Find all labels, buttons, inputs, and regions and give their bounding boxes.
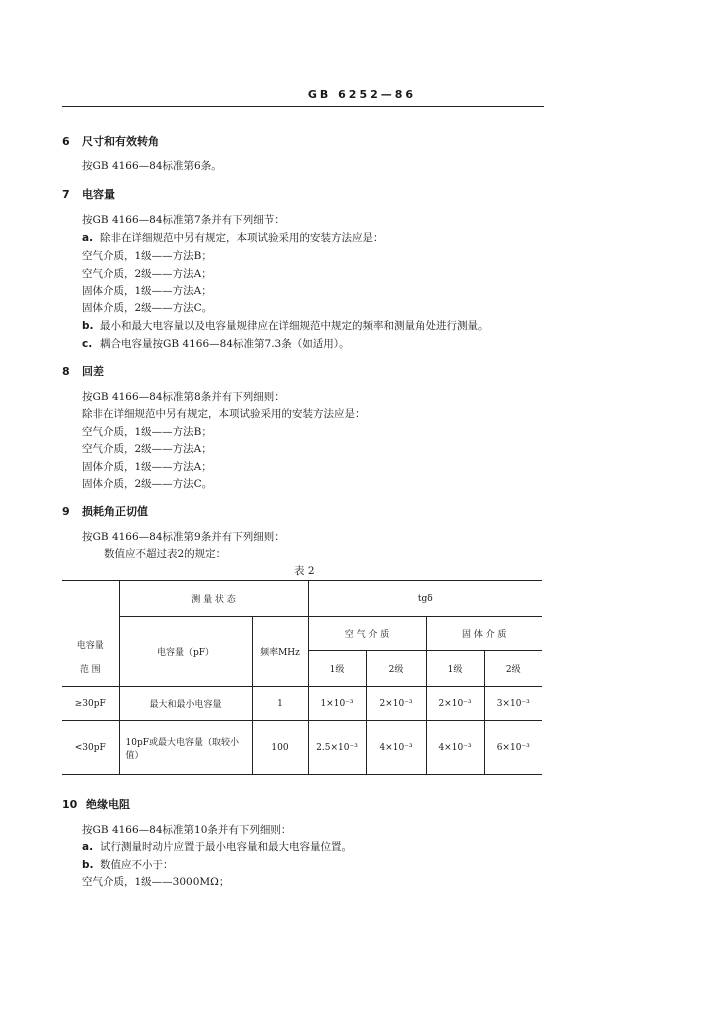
section-8-line: 固体介质，2级——方法C。 xyxy=(82,478,213,490)
item-label: b. xyxy=(82,859,94,871)
section-10-item-a xyxy=(82,839,352,854)
section-title: 损耗角正切值 xyxy=(82,505,148,518)
item-label: c. xyxy=(82,338,93,350)
table-caption: 表 2 xyxy=(294,565,315,577)
section-7-method-line: 固体介质，2级——方法C。 xyxy=(82,302,213,314)
item-text: 最小和最大电容量以及电容量规律应在详细规范中规定的频率和测量角处进行测量。 xyxy=(100,320,489,332)
section-10-item-b xyxy=(82,857,174,872)
section-number: 9 xyxy=(62,505,70,518)
section-8-heading xyxy=(62,363,104,379)
header-solid-medium: 固 体 介 质 xyxy=(426,617,542,651)
cell-value: 1×10⁻³ xyxy=(308,687,366,721)
header-tgd: tgδ xyxy=(308,581,542,617)
section-7-item-a xyxy=(82,230,384,245)
section-title: 回差 xyxy=(82,365,104,378)
section-title: 尺寸和有效转角 xyxy=(82,135,159,148)
header-capacitance: 电容量（pF） xyxy=(119,617,252,687)
section-9-heading xyxy=(62,503,148,519)
header-grade: 2级 xyxy=(484,651,542,687)
cell-value: 2×10⁻³ xyxy=(426,687,484,721)
table-row xyxy=(62,687,542,721)
cell-value: 4×10⁻³ xyxy=(426,721,484,775)
section-7-heading xyxy=(62,186,115,202)
header-frequency: 频率MHz xyxy=(252,617,308,687)
section-10-intro: 按GB 4166—84标准第10条并有下列细则： xyxy=(82,824,292,836)
item-text: 试行测量时动片应置于最小电容量和最大电容量位置。 xyxy=(100,841,352,853)
cell-frequency: 1 xyxy=(252,687,308,721)
section-8-line: 固体介质，1级——方法A； xyxy=(82,461,212,473)
item-label: a. xyxy=(82,232,94,244)
section-8-line: 除非在详细规范中另有规定，本项试验采用的安装方法应是： xyxy=(82,408,366,420)
header-grade: 1级 xyxy=(308,651,366,687)
item-label: b. xyxy=(82,320,94,332)
section-7-method-line: 固体介质，1级——方法A； xyxy=(82,285,212,297)
section-7-item-c xyxy=(82,336,349,351)
cell-capacitance: 10pF或最大电容量（取较小值） xyxy=(119,721,252,775)
section-10-line: 空气介质，1级——3000MΩ； xyxy=(82,876,230,888)
header-range-top: 电容量 xyxy=(62,581,119,651)
cell-value: 2×10⁻³ xyxy=(366,687,426,721)
header-air-medium: 空 气 介 质 xyxy=(308,617,426,651)
cell-range: <30pF xyxy=(62,721,119,775)
section-8-line: 空气介质，2级——方法A； xyxy=(82,443,212,455)
section-6-line: 按GB 4166—84标准第6条。 xyxy=(82,160,222,172)
cell-range: ≥30pF xyxy=(62,687,119,721)
section-number: 8 xyxy=(62,365,70,378)
header-range-bottom: 范 围 xyxy=(62,651,119,687)
section-8-line: 空气介质，1级——方法B； xyxy=(82,426,212,438)
header-measure-state: 测 量 状 态 xyxy=(119,581,308,617)
section-6-heading xyxy=(62,133,159,149)
tolerance-table xyxy=(62,580,542,775)
header-grade: 2级 xyxy=(366,651,426,687)
section-7-item-b xyxy=(82,318,489,333)
cell-value: 6×10⁻³ xyxy=(484,721,542,775)
cell-capacitance: 最大和最小电容量 xyxy=(119,687,252,721)
section-title: 绝缘电阻 xyxy=(86,798,130,811)
item-text: 耦合电容量按GB 4166—84标准第7.3条（如适用）。 xyxy=(100,338,350,350)
section-9-line: 按GB 4166—84标准第9条并有下列细则： xyxy=(82,531,285,543)
page-header: GB 6252—86 xyxy=(307,88,417,101)
item-text: 除非在详细规范中另有规定，本项试验采用的安装方法应是： xyxy=(100,232,384,244)
section-7-method-line: 空气介质，1级——方法B； xyxy=(82,250,212,262)
section-7-method-line: 空气介质，2级——方法A； xyxy=(82,268,212,280)
section-10-heading xyxy=(62,796,130,812)
cell-frequency: 100 xyxy=(252,721,308,775)
section-number: 6 xyxy=(62,135,70,148)
header-rule xyxy=(62,106,544,107)
section-8-line: 按GB 4166—84标准第8条并有下列细则： xyxy=(82,391,285,403)
section-title: 电容量 xyxy=(82,188,115,201)
header-grade: 1级 xyxy=(426,651,484,687)
cell-value: 4×10⁻³ xyxy=(366,721,426,775)
section-9-line: 数值应不超过表2的规定： xyxy=(104,548,227,560)
section-7-intro: 按GB 4166—84标准第7条并有下列细节： xyxy=(82,214,285,226)
item-label: a. xyxy=(82,841,94,853)
cell-value: 3×10⁻³ xyxy=(484,687,542,721)
table-row xyxy=(62,721,542,775)
cell-value: 2.5×10⁻³ xyxy=(308,721,366,775)
section-number: 7 xyxy=(62,188,70,201)
item-text: 数值应不小于： xyxy=(100,859,174,871)
section-number: 10 xyxy=(62,798,78,811)
